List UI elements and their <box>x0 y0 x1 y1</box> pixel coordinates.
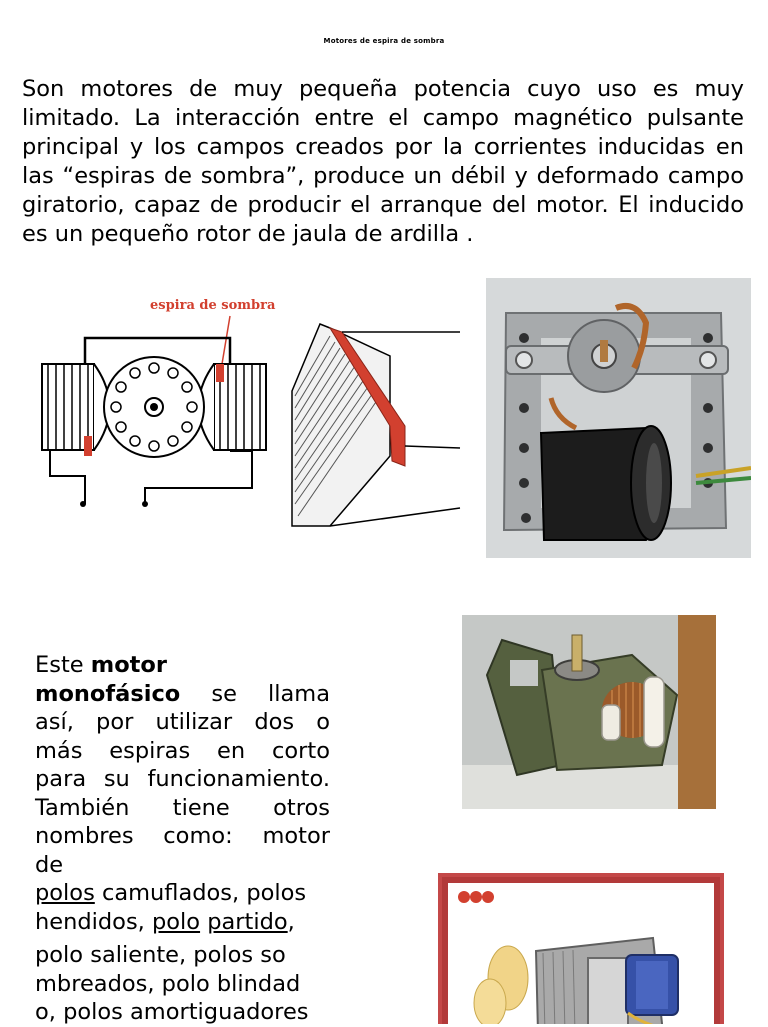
body-line-12: mbreados, polo blindad <box>35 970 301 997</box>
body-line-7: nombres como: motor <box>35 823 330 849</box>
link-polos[interactable]: polos <box>35 880 95 906</box>
motor-photo-front <box>486 278 751 558</box>
link-polo[interactable]: polo <box>151 908 201 935</box>
bold-term-monofasico: monofásico <box>35 680 181 707</box>
body-line-6: También tiene otros <box>35 794 330 821</box>
body-line-3: así, por utilizar dos o <box>35 709 330 735</box>
diagram-label: espira de sombra <box>150 298 276 313</box>
body-line-13: o, polos amortiguadores <box>35 999 309 1025</box>
document-title: Motores de espira de sombra <box>323 37 445 45</box>
body-line-2: monofásico se llama <box>35 680 330 707</box>
link-partido[interactable]: partido <box>207 908 288 935</box>
shaded-pole-diagram <box>30 276 462 560</box>
body-paragraph <box>35 651 330 1027</box>
bold-term-motor: motor <box>90 652 167 678</box>
body-line-10: hendidos, polo partido, <box>35 908 295 935</box>
motor-with-fan-photo <box>438 873 724 1024</box>
body-line-9: polos camuflados, polos <box>35 880 307 906</box>
intro-paragraph: Son motores de muy pequeña potencia cuyo uso es muy limitado. La interacción entre el campo magnético pulsante principal y los campos creados por la corrientes inducidas en las “espiras de sombra”, produce un débil y deformado campo giratorio, capaz de producir el arranque del motor. El inducido es un pequeño rotor de jaula de ardilla . <box>22 76 744 247</box>
body-line-11: polo saliente, polos so <box>35 942 286 968</box>
body-line-4: más espiras en corto <box>35 737 330 764</box>
motor-photo-side <box>462 615 716 809</box>
body-line-5: para su funcionamiento. <box>35 766 330 792</box>
body-line-1: Este motor <box>35 652 167 678</box>
body-line-8: de <box>35 851 64 878</box>
